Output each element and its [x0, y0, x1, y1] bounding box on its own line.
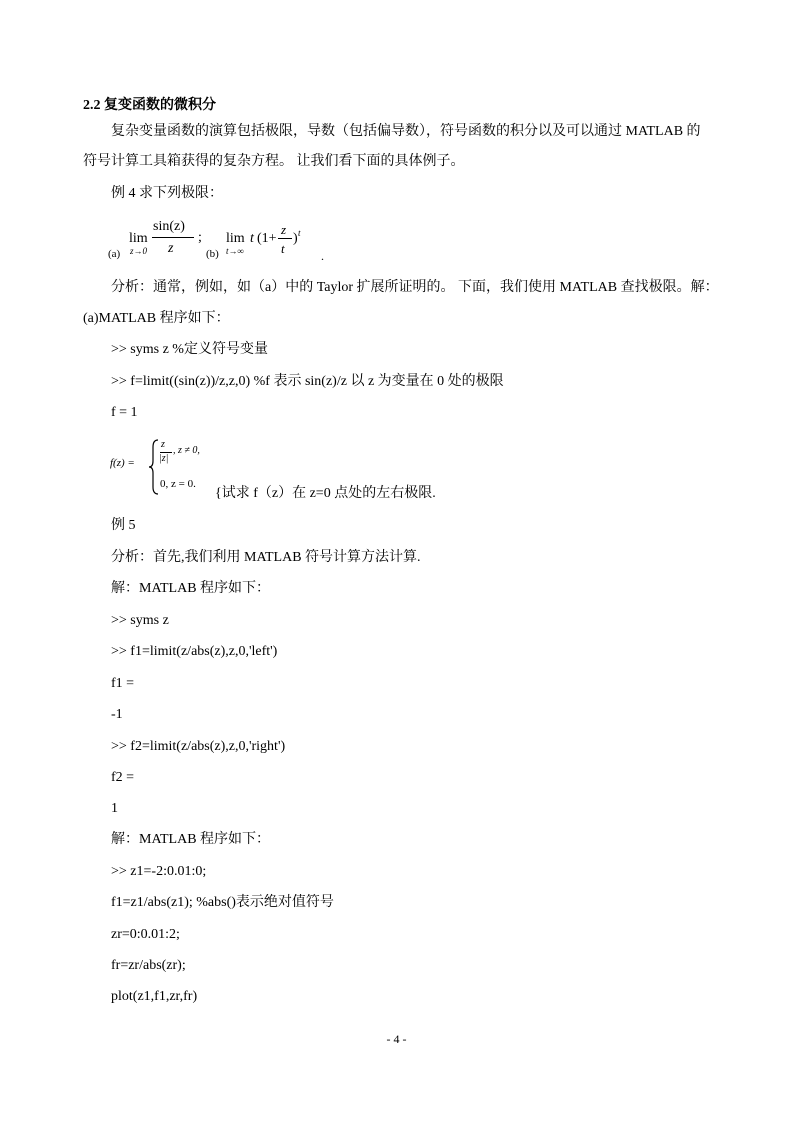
formula-b-den: t: [281, 241, 285, 256]
formula-b-num: z: [281, 222, 287, 237]
formula-end: .: [321, 249, 324, 263]
code-line: f1=z1/abs(z1); %abs()表示绝对值符号: [111, 895, 334, 910]
formula-a-label: (a): [108, 248, 121, 260]
piecewise-case1-cond: , z ≠ 0,: [173, 445, 200, 456]
code-line: >> f2=limit(z/abs(z),z,0,'right'): [111, 739, 286, 754]
piecewise-case1-den: |z|: [159, 453, 169, 464]
formula-b-t: t: [250, 231, 254, 246]
formula-a-frac-bar: [152, 237, 194, 238]
left-brace-icon: [148, 439, 160, 495]
code-line: f1 =: [111, 676, 135, 691]
formula-b-close: ): [293, 231, 298, 246]
code-line: >> syms z %定义符号变量: [111, 342, 268, 357]
formula-a-lim: lim: [129, 231, 148, 246]
formula-a-sep: ;: [198, 230, 202, 245]
formula-b-label: (b): [206, 248, 219, 260]
piecewise-case1-num: z: [161, 439, 165, 450]
intro-line-2: 符号计算工具箱获得的复杂方程。 让我们看下面的具体例子。: [83, 154, 465, 169]
example4-analysis-line-1: 分析：通常，例如，如（a）中的 Taylor 扩展所证明的。 下面，我们使用 MATLAB 查找极限。解：: [111, 280, 719, 295]
formula-b-exp: t: [298, 228, 301, 238]
code-line: zr=0:0.01:2;: [111, 927, 180, 942]
code-line: >> syms z: [111, 613, 169, 628]
formula-a-sub: z→0: [130, 246, 148, 256]
intro-line-1: 复杂变量函数的演算包括极限，导数（包括偏导数），符号函数的积分以及可以通过 MATLAB 的: [111, 124, 701, 139]
code-line: >> z1=-2:0.01:0;: [111, 864, 207, 879]
code-line: >> f=limit((sin(z))/z,z,0) %f 表示 sin(z)/z 以 z 为变量在 0 处的极限: [111, 374, 504, 389]
example5-title: 例 5: [111, 518, 136, 533]
example5-analysis: 分析：首先,我们利用 MATLAB 符号计算方法计算.: [111, 550, 421, 565]
piecewise-lhs: f(z) =: [110, 457, 135, 469]
example4-formula: [108, 218, 428, 268]
page-number: - 4 -: [386, 1032, 407, 1046]
example4-title: 例 4 求下列极限：: [111, 186, 223, 201]
code-line: plot(z1,f1,zr,fr): [111, 989, 198, 1004]
piecewise-formula: [110, 437, 220, 497]
code-line: f2 =: [111, 770, 135, 785]
formula-a-den: z: [168, 241, 174, 256]
example4-analysis-line-2: (a)MATLAB 程序如下：: [83, 311, 230, 326]
code-line: fr=zr/abs(zr);: [111, 958, 186, 973]
code-line: f = 1: [111, 405, 138, 420]
formula-b-open: (1+: [257, 231, 277, 246]
code-line: -1: [111, 707, 123, 722]
formula-b-sub: t→∞: [226, 246, 244, 256]
piecewise-case2: 0, z = 0.: [160, 478, 196, 490]
formula-b-frac-bar: [278, 238, 292, 239]
formula-b-lim: lim: [226, 231, 245, 246]
example5-solution: 解：MATLAB 程序如下：: [111, 581, 271, 596]
section-heading: 2.2 复变函数的微积分: [83, 98, 216, 113]
code-line: >> f1=limit(z/abs(z),z,0,'left'): [111, 644, 278, 659]
formula-a-num: sin(z): [153, 219, 185, 234]
piecewise-note: {试求 f（z）在 z=0 点处的左右极限.: [215, 486, 436, 501]
example5-solution-2: 解：MATLAB 程序如下：: [111, 832, 271, 847]
code-line: 1: [111, 801, 118, 816]
